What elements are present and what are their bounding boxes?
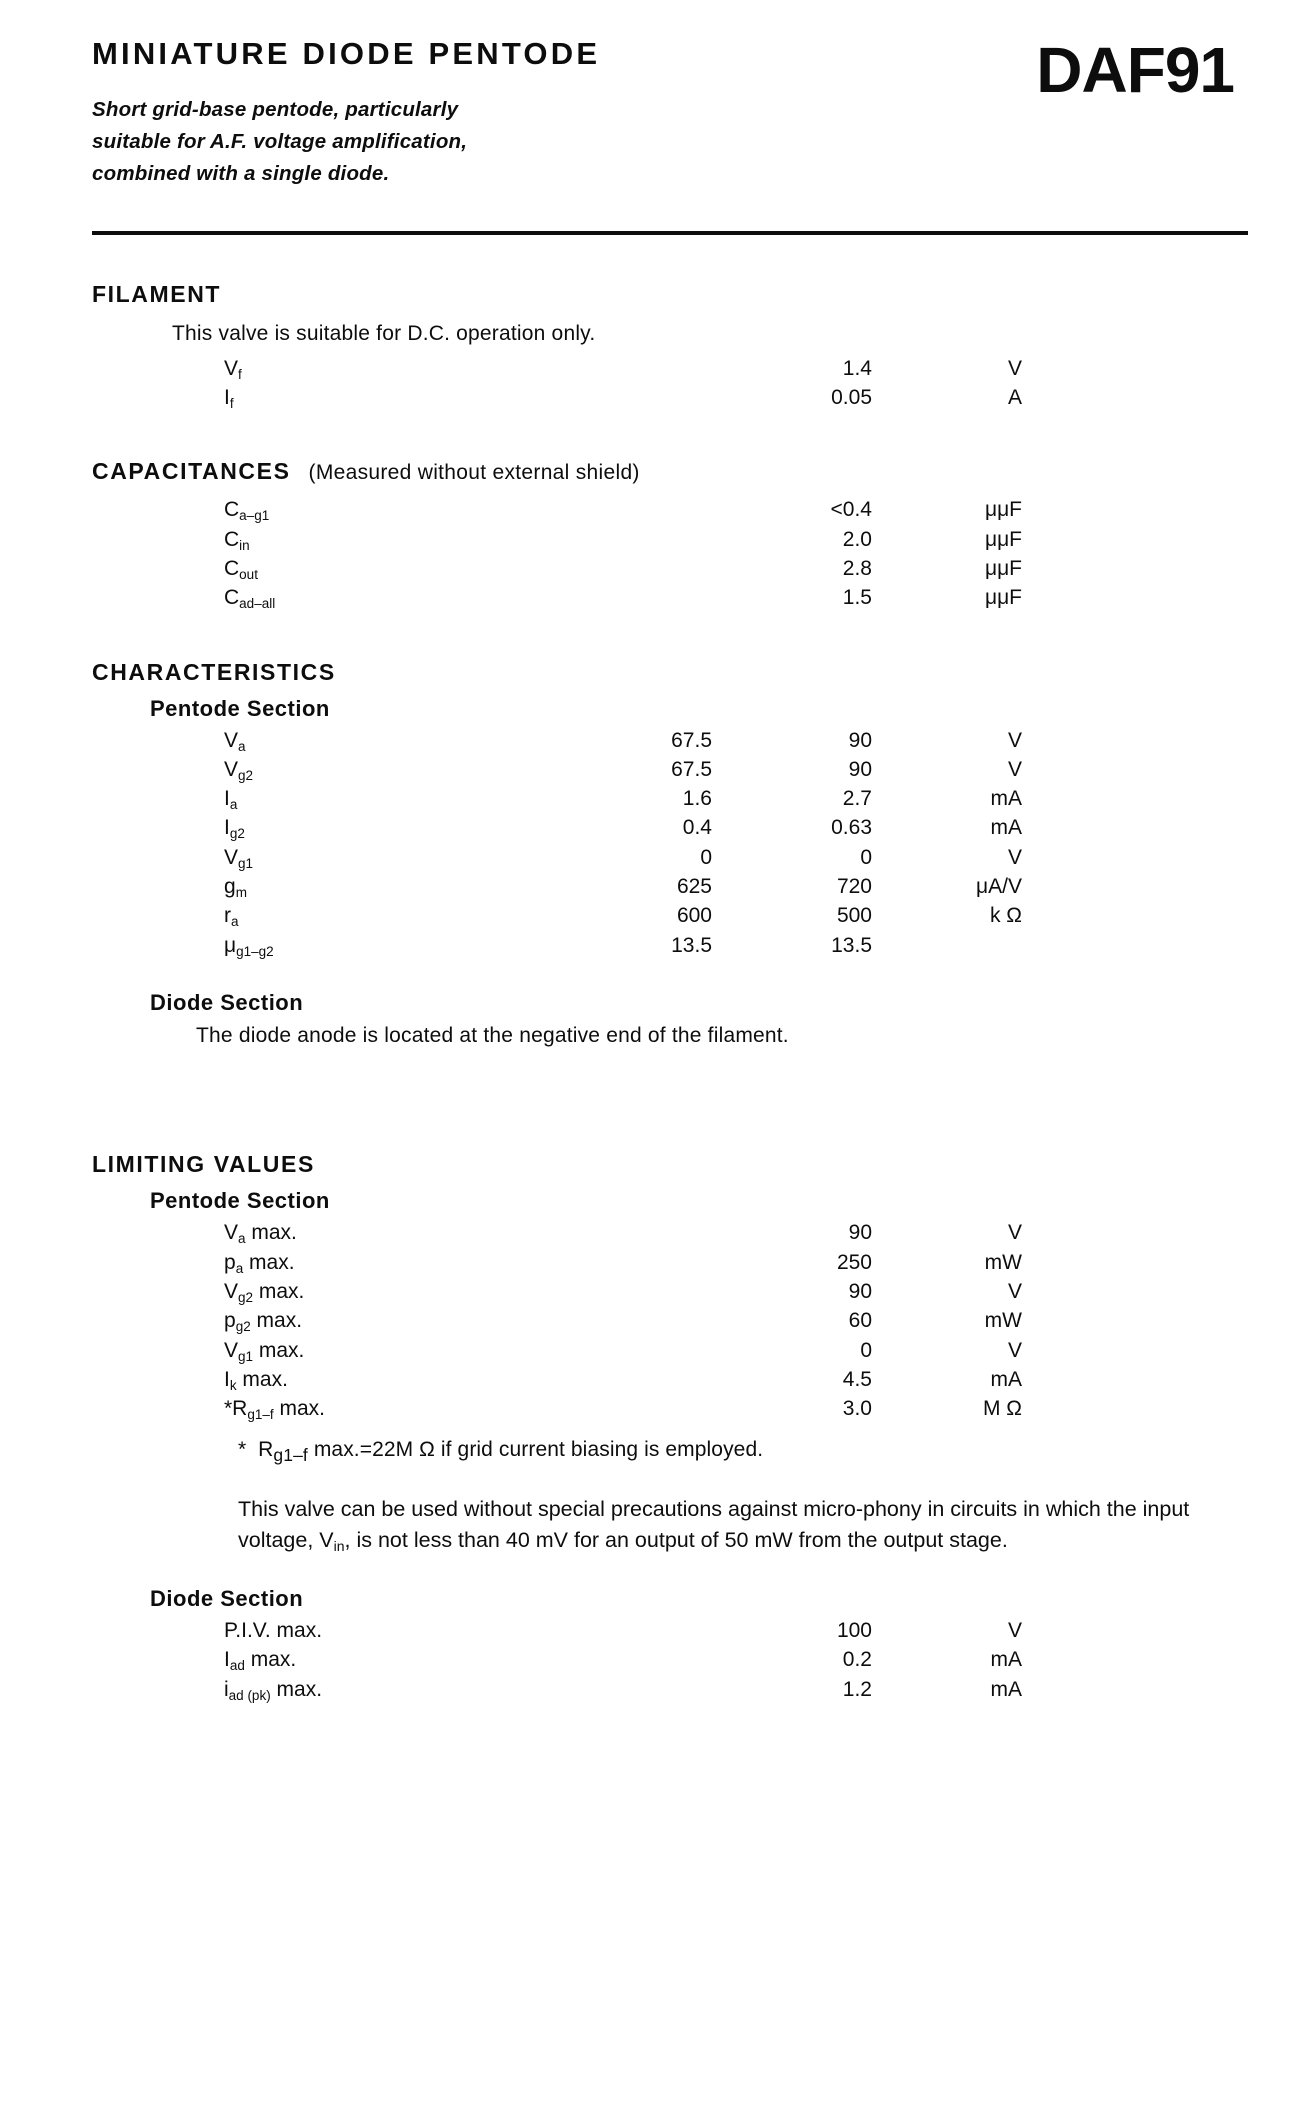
subtitle-line-3: combined with a single diode. bbox=[92, 161, 390, 185]
row-value-1: 600 bbox=[676, 904, 712, 928]
row-value-2: 90 bbox=[848, 728, 872, 752]
row-value-2: 90 bbox=[848, 757, 872, 781]
table-row bbox=[92, 784, 1248, 813]
row-symbol: $g_m$ bbox=[224, 875, 247, 901]
table-row bbox=[92, 1365, 1248, 1394]
table-row bbox=[92, 1616, 1248, 1645]
subtitle-line-2: suitable for A.F. voltage amplification, bbox=[92, 129, 468, 153]
row-symbol: $I_{g2}$ bbox=[224, 816, 245, 842]
row-symbol: P.I.V. max. bbox=[224, 1619, 323, 1643]
table-row bbox=[92, 583, 1248, 612]
table-row bbox=[92, 1277, 1248, 1306]
row-value-2: 0 bbox=[860, 845, 872, 869]
table-row bbox=[92, 525, 1248, 554]
row-value: 0 bbox=[860, 1338, 872, 1362]
row-symbol: $V_{g1}$ max. bbox=[224, 1338, 305, 1364]
row-unit: V bbox=[1007, 728, 1022, 752]
section-limiting-values bbox=[92, 1151, 1248, 1704]
row-unit: V bbox=[1007, 356, 1022, 380]
row-value-1: 1.6 bbox=[682, 787, 712, 811]
row-unit: μμF bbox=[984, 498, 1022, 522]
limiting-pentode-label: Pentode Section bbox=[150, 1188, 330, 1214]
section-heading-limiting-values: LIMITING VALUES bbox=[92, 1151, 315, 1178]
row-unit: mA bbox=[990, 1648, 1022, 1672]
row-value-1: 0.4 bbox=[682, 816, 712, 840]
row-unit: mA bbox=[990, 1677, 1022, 1701]
section-capacitances bbox=[92, 458, 1248, 612]
row-symbol: $C_{in}$ bbox=[224, 527, 250, 553]
row-symbol: $V_{g2}$ bbox=[224, 757, 254, 783]
limiting-pentode-rows bbox=[92, 1218, 1248, 1423]
row-symbol: $C_{out}$ bbox=[224, 556, 258, 582]
row-value: 90 bbox=[848, 1221, 872, 1245]
row-value-1: 67.5 bbox=[671, 728, 712, 752]
row-value-2: 0.63 bbox=[831, 816, 872, 840]
microphony-note: This valve can be used without special precautions against micro-phony in circuits in which the input voltage, $V_{in}$, is not less than 40 mV for an output of 50 mW from the output stage. bbox=[238, 1496, 1190, 1554]
table-row bbox=[92, 1218, 1248, 1247]
characteristics-diode-label: Diode Section bbox=[150, 989, 304, 1015]
row-unit: mA bbox=[990, 787, 1022, 811]
row-symbol: $i_{ad (pk)}$ max. bbox=[224, 1677, 323, 1703]
row-value: 1.5 bbox=[842, 586, 872, 610]
capacitances-heading-text: CAPACITANCES bbox=[92, 458, 291, 485]
row-unit: A bbox=[1007, 386, 1022, 410]
row-unit: V bbox=[1007, 1338, 1022, 1362]
row-value-2: 2.7 bbox=[842, 787, 872, 811]
table-row bbox=[92, 1394, 1248, 1423]
row-value-1: 0 bbox=[700, 845, 712, 869]
row-unit: μA/V bbox=[976, 875, 1022, 899]
table-row bbox=[92, 354, 1248, 383]
characteristics-pentode-label: Pentode Section bbox=[150, 695, 330, 721]
row-unit: mA bbox=[990, 1367, 1022, 1391]
row-symbol: $I_a$ bbox=[224, 787, 238, 813]
row-unit: V bbox=[1007, 1280, 1022, 1304]
row-value: 0.05 bbox=[831, 386, 872, 410]
row-symbol: $V_{g1}$ bbox=[224, 845, 254, 871]
table-row bbox=[92, 554, 1248, 583]
row-symbol: $V_{g2}$ max. bbox=[224, 1280, 305, 1306]
row-symbol: $I_{ad}$ max. bbox=[224, 1648, 297, 1674]
section-characteristics bbox=[92, 659, 1248, 1052]
row-value-2: 13.5 bbox=[831, 933, 872, 957]
row-value-1: 625 bbox=[676, 875, 712, 899]
page-header bbox=[92, 28, 1248, 189]
row-symbol: $r_a$ bbox=[224, 904, 239, 930]
row-unit: V bbox=[1007, 757, 1022, 781]
row-unit: V bbox=[1007, 1221, 1022, 1245]
row-symbol: $p_{g2}$ max. bbox=[224, 1309, 303, 1335]
row-value: 1.4 bbox=[842, 356, 872, 380]
table-row bbox=[92, 383, 1248, 412]
row-symbol: $I_f$ bbox=[224, 386, 234, 412]
row-value: 1.2 bbox=[842, 1677, 872, 1701]
row-unit: mA bbox=[990, 816, 1022, 840]
header-text-block bbox=[92, 28, 600, 189]
row-unit: μμF bbox=[984, 586, 1022, 610]
row-unit: μμF bbox=[984, 527, 1022, 551]
table-row bbox=[92, 1306, 1248, 1335]
row-unit: V bbox=[1007, 1619, 1022, 1643]
section-filament bbox=[92, 281, 1248, 412]
row-value-1: 67.5 bbox=[671, 757, 712, 781]
row-symbol: $C_{a-g1}$ bbox=[224, 498, 270, 524]
section-heading-filament: FILAMENT bbox=[92, 281, 222, 308]
row-value: 250 bbox=[836, 1250, 872, 1274]
row-symbol: $C_{ad-all}$ bbox=[224, 586, 276, 612]
table-row bbox=[92, 726, 1248, 755]
row-symbol: $V_a$ max. bbox=[224, 1221, 297, 1247]
characteristics-rows bbox=[92, 726, 1248, 960]
page-title: MINIATURE DIODE PENTODE bbox=[92, 36, 601, 71]
table-row bbox=[92, 1336, 1248, 1365]
table-row bbox=[92, 1645, 1248, 1674]
row-unit: k Ω bbox=[989, 904, 1022, 928]
row-symbol: $I_k$ max. bbox=[224, 1367, 288, 1393]
row-symbol: $\mu_{g1-g2}$ bbox=[224, 933, 274, 959]
limiting-diode-rows bbox=[92, 1616, 1248, 1704]
limiting-footnote: * $R_{g1-f}$ max.=22M Ω if grid current biasing is employed. bbox=[238, 1437, 764, 1465]
row-unit: M Ω bbox=[982, 1397, 1022, 1421]
row-value: 0.2 bbox=[842, 1648, 872, 1672]
filament-rows bbox=[92, 354, 1248, 413]
page-subtitle bbox=[92, 94, 600, 189]
row-unit: mW bbox=[984, 1309, 1022, 1333]
table-row bbox=[92, 813, 1248, 842]
row-value: 100 bbox=[836, 1619, 872, 1643]
table-row bbox=[92, 1675, 1248, 1704]
row-value: 3.0 bbox=[842, 1397, 872, 1421]
table-row bbox=[92, 495, 1248, 524]
header-divider bbox=[92, 231, 1248, 235]
subtitle-line-1: Short grid-base pentode, particularly bbox=[92, 98, 459, 121]
section-heading-capacitances bbox=[92, 458, 1248, 485]
table-row bbox=[92, 843, 1248, 872]
row-unit: μμF bbox=[984, 556, 1022, 580]
row-symbol: $V_a$ bbox=[224, 728, 246, 754]
row-symbol: $p_a$ max. bbox=[224, 1250, 295, 1276]
row-unit: mW bbox=[984, 1250, 1022, 1274]
row-value: 60 bbox=[848, 1309, 872, 1333]
capacitances-rows bbox=[92, 495, 1248, 612]
row-value-2: 720 bbox=[836, 875, 872, 899]
row-value: 90 bbox=[848, 1280, 872, 1304]
row-symbol: $*R_{g1-f}$ max. bbox=[224, 1397, 325, 1423]
row-value: 4.5 bbox=[842, 1367, 872, 1391]
row-value: <0.4 bbox=[830, 498, 872, 522]
row-value: 2.0 bbox=[842, 527, 872, 551]
row-value: 2.8 bbox=[842, 556, 872, 580]
row-symbol: $V_f$ bbox=[224, 356, 242, 382]
table-row bbox=[92, 1248, 1248, 1277]
table-row bbox=[92, 901, 1248, 930]
table-row bbox=[92, 931, 1248, 960]
row-unit: V bbox=[1007, 845, 1022, 869]
capacitances-note: (Measured without external shield) bbox=[308, 461, 640, 485]
table-row bbox=[92, 755, 1248, 784]
limiting-diode-label: Diode Section bbox=[150, 1586, 304, 1612]
row-value-2: 500 bbox=[836, 904, 872, 928]
part-number: DAF91 bbox=[1036, 34, 1234, 106]
table-row bbox=[92, 872, 1248, 901]
filament-note: This valve is suitable for D.C. operation only. bbox=[172, 322, 596, 346]
section-heading-characteristics: CHARACTERISTICS bbox=[92, 658, 336, 685]
row-value-1: 13.5 bbox=[671, 933, 712, 957]
characteristics-diode-note: The diode anode is located at the negative end of the filament. bbox=[196, 1023, 789, 1047]
